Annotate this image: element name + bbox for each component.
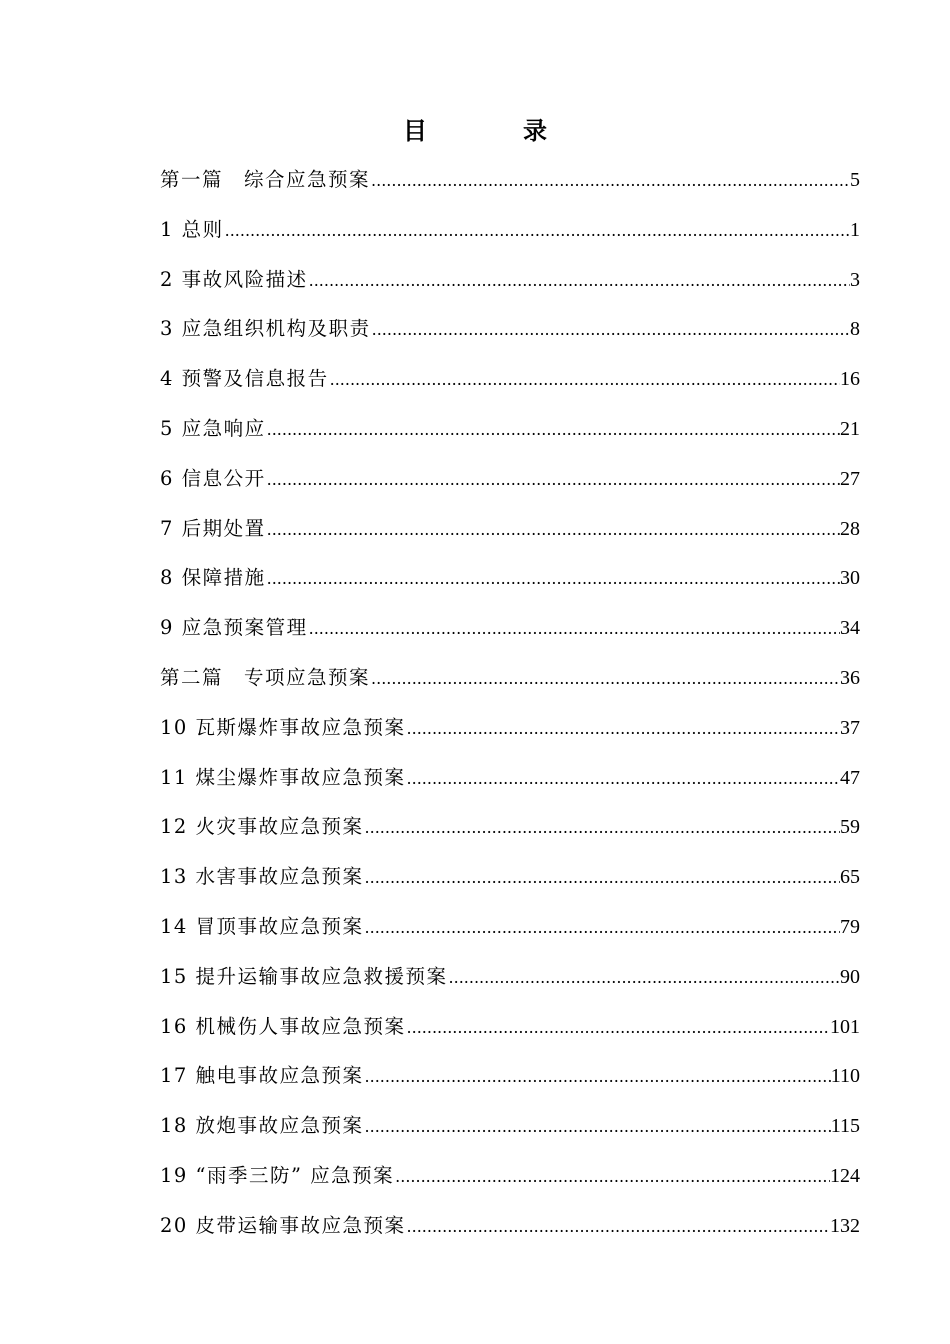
toc-entry-label: 8 保障措施 — [160, 566, 266, 590]
toc-page-number: 65 — [840, 866, 860, 889]
toc-page-number: 27 — [840, 467, 860, 490]
toc-leader-dots — [406, 714, 840, 744]
toc-entry-label: 第二篇 专项应急预案 — [160, 665, 371, 689]
toc-page-number: 124 — [830, 1164, 860, 1187]
toc-entry-label: 6 信息公开 — [160, 466, 266, 490]
toc-leader-dots — [224, 216, 850, 246]
toc-entry-label: 4 预警及信息报告 — [160, 367, 329, 391]
toc-entry[interactable] — [160, 663, 860, 713]
toc-entry-label: 第一篇 综合应急预案 — [160, 168, 371, 191]
toc-entry-label: 17 触电事故应急预案 — [160, 1064, 364, 1088]
toc-entry[interactable] — [160, 563, 860, 613]
toc-entry-label: 15 提升运输事故应急救援预案 — [160, 964, 448, 988]
toc-leader-dots — [308, 614, 840, 644]
table-of-contents — [160, 165, 860, 1261]
toc-page-number: 79 — [840, 915, 860, 938]
toc-leader-dots — [364, 1112, 831, 1142]
toc-entry[interactable] — [160, 414, 860, 464]
toc-entry[interactable] — [160, 1161, 860, 1211]
toc-page-number: 59 — [840, 816, 860, 839]
toc-leader-dots — [308, 266, 850, 296]
toc-page-number: 47 — [840, 766, 860, 789]
toc-entry-label: 10 瓦斯爆炸事故应急预案 — [160, 715, 406, 739]
toc-leader-dots — [406, 1212, 830, 1242]
toc-entry-label: 1 总则 — [160, 217, 224, 241]
toc-leader-dots — [371, 315, 850, 345]
toc-entry-label: 13 水害事故应急预案 — [160, 865, 364, 889]
toc-page-number: 101 — [830, 1015, 860, 1038]
toc-page-number: 115 — [830, 1115, 860, 1138]
toc-entry[interactable] — [160, 713, 860, 763]
toc-leader-dots — [364, 813, 840, 843]
toc-entry[interactable] — [160, 1211, 860, 1261]
toc-entry[interactable] — [160, 514, 860, 564]
toc-leader-dots — [266, 465, 840, 495]
toc-entry-label: 3 应急组织机构及职责 — [160, 317, 371, 341]
toc-entry[interactable] — [160, 464, 860, 514]
toc-entry[interactable] — [160, 215, 860, 265]
toc-page-number: 36 — [840, 666, 860, 689]
toc-entry[interactable] — [160, 1111, 860, 1161]
toc-leader-dots — [364, 1062, 831, 1092]
toc-leader-dots — [370, 664, 840, 694]
toc-leader-dots — [406, 764, 840, 794]
toc-leader-dots — [364, 913, 840, 943]
toc-leader-dots — [266, 415, 840, 445]
toc-entry[interactable] — [160, 962, 860, 1012]
toc-entry-label: 16 机械伤人事故应急预案 — [160, 1014, 406, 1038]
toc-entry-label: 2 事故风险描述 — [160, 267, 308, 291]
toc-entry[interactable] — [160, 165, 860, 215]
toc-entry[interactable] — [160, 364, 860, 414]
toc-leader-dots — [406, 1013, 830, 1043]
toc-page-number: 37 — [840, 716, 860, 739]
page-title: 目 录 — [403, 116, 583, 145]
toc-leader-dots — [266, 564, 840, 594]
toc-entry[interactable] — [160, 1061, 860, 1111]
toc-entry[interactable] — [160, 812, 860, 862]
toc-entry[interactable] — [160, 763, 860, 813]
toc-page-number: 1 — [850, 218, 860, 241]
toc-page-number: 21 — [840, 417, 860, 440]
toc-page-number: 90 — [840, 965, 860, 988]
toc-leader-dots — [266, 515, 840, 545]
toc-entry-label: 7 后期处置 — [160, 516, 266, 540]
toc-entry-label: 9 应急预案管理 — [160, 616, 308, 640]
toc-entry-label: 20 皮带运输事故应急预案 — [160, 1213, 406, 1237]
toc-entry[interactable] — [160, 862, 860, 912]
toc-entry-label: 18 放炮事故应急预案 — [160, 1114, 364, 1138]
toc-page-number: 28 — [840, 517, 860, 540]
toc-page-number: 132 — [830, 1214, 860, 1237]
toc-entry-label: 11 煤尘爆炸事故应急预案 — [160, 765, 406, 789]
toc-leader-dots — [364, 863, 840, 893]
toc-page-number: 3 — [850, 268, 860, 291]
toc-entry[interactable] — [160, 613, 860, 663]
toc-page-number: 16 — [840, 368, 860, 391]
toc-page-number: 110 — [830, 1065, 860, 1088]
toc-page-number: 8 — [850, 318, 860, 341]
toc-page-number: 34 — [840, 617, 860, 640]
toc-entry[interactable] — [160, 1012, 860, 1062]
toc-page-number: 5 — [850, 169, 860, 191]
toc-entry[interactable] — [160, 912, 860, 962]
toc-leader-dots — [394, 1162, 830, 1192]
toc-leader-dots — [370, 166, 850, 196]
toc-entry-label: 12 火灾事故应急预案 — [160, 815, 364, 839]
toc-entry-label: 5 应急响应 — [160, 416, 266, 440]
toc-leader-dots — [448, 963, 840, 993]
toc-entry-label: 14 冒顶事故应急预案 — [160, 914, 364, 938]
toc-entry[interactable] — [160, 314, 860, 364]
toc-leader-dots — [329, 365, 840, 395]
toc-page-number: 30 — [840, 567, 860, 590]
toc-entry[interactable] — [160, 265, 860, 315]
toc-entry-label: 19 “雨季三防” 应急预案 — [160, 1163, 395, 1187]
